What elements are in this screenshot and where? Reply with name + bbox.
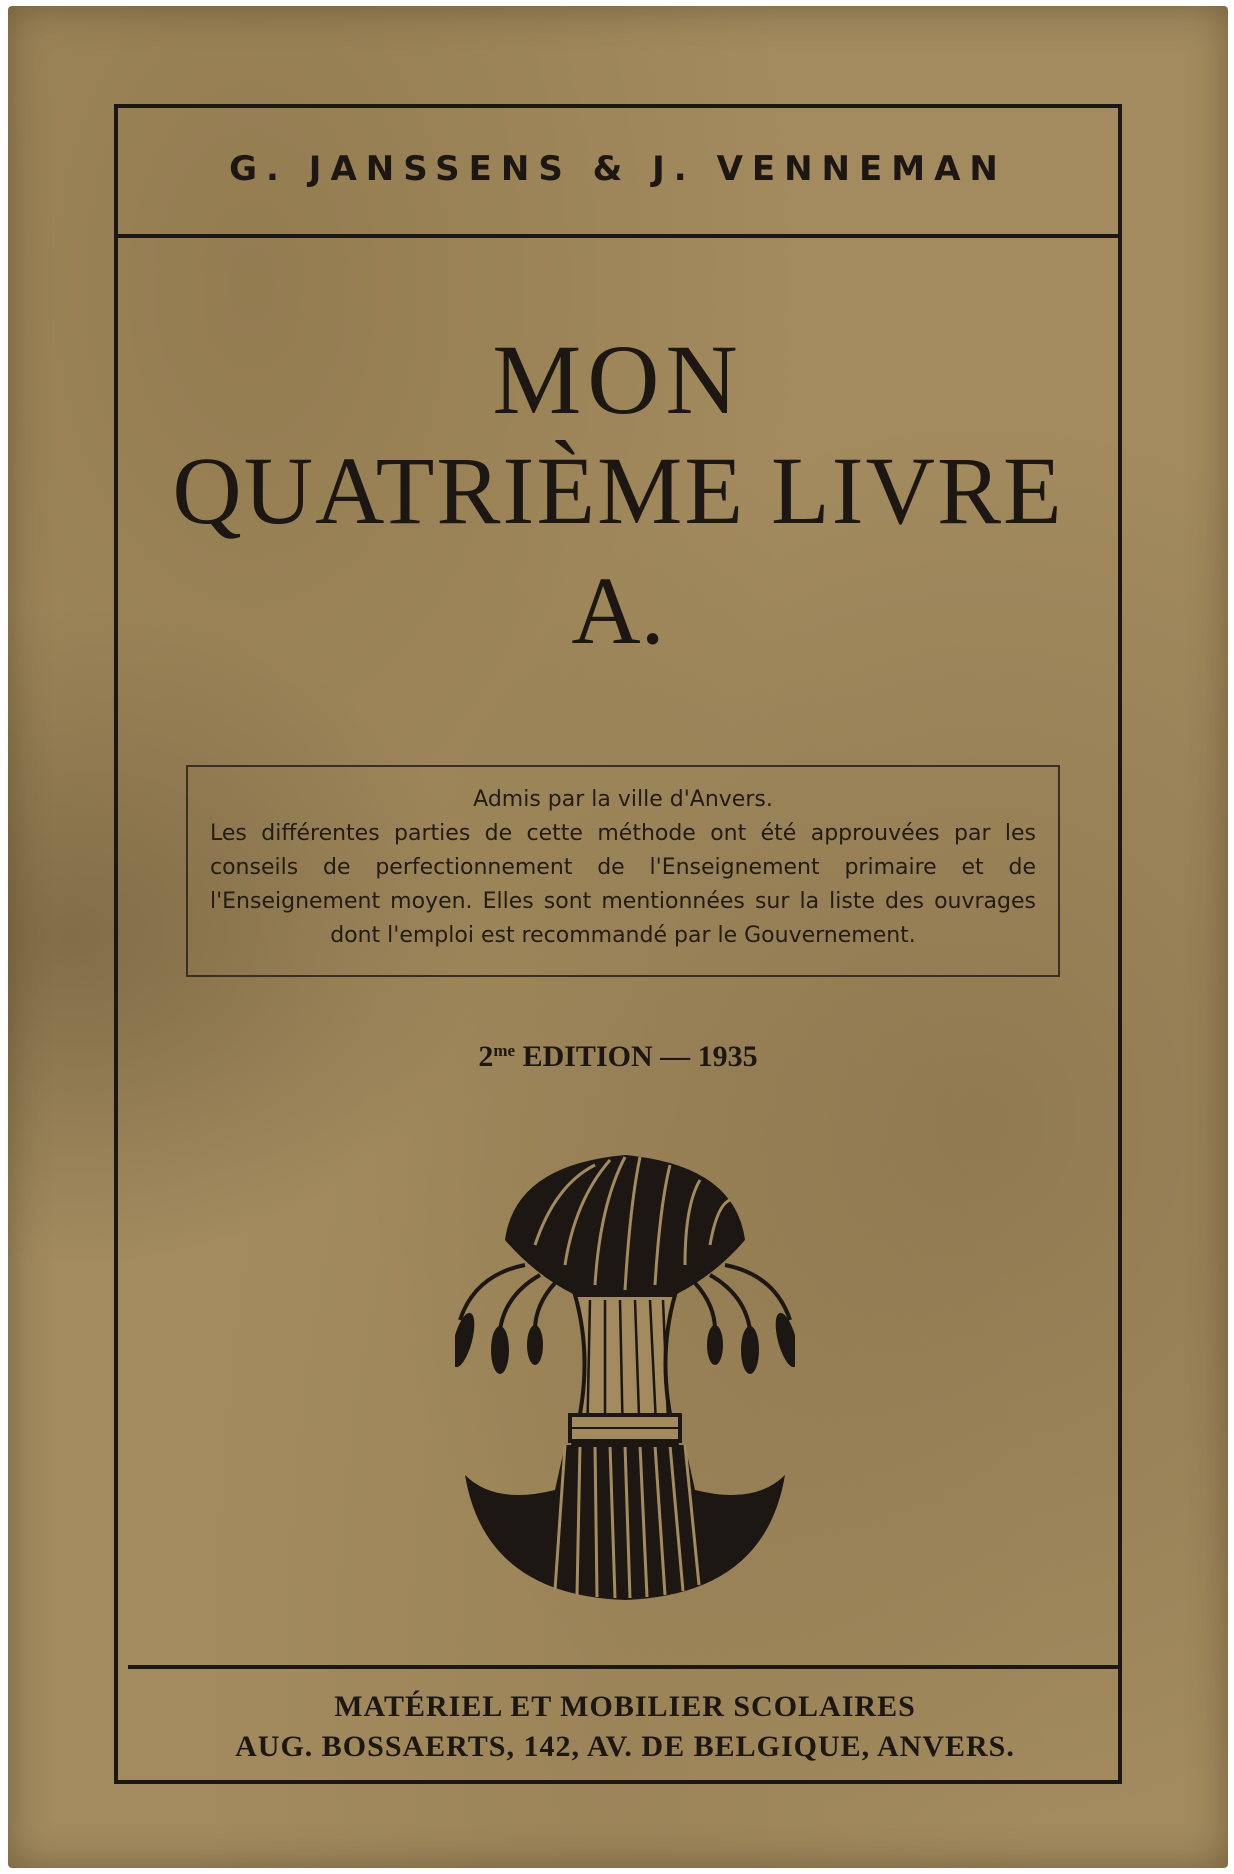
edition-suffix: me <box>493 1041 516 1060</box>
publisher-band <box>128 1665 1122 1784</box>
edition-number: 2 <box>478 1040 494 1073</box>
author-band <box>114 104 1122 238</box>
publisher-line-2: AUG. BOSSAERTS, 142, AV. DE BELGIQUE, ANVERS. <box>235 1729 1015 1763</box>
title-line-3: A. <box>571 557 665 664</box>
publisher-line-1: MATÉRIEL ET MOBILIER SCOLAIRES <box>334 1689 916 1723</box>
authors: G. JANSSENS & J. VENNEMAN <box>229 149 1007 189</box>
book-title <box>114 325 1122 671</box>
edition-label: EDITION — 1935 <box>522 1040 758 1073</box>
title-line-1: MON <box>492 324 744 435</box>
edition-line <box>114 1040 1122 1074</box>
approval-text: Les différentes parties de cette méthode ont été approuvées par les conseils de perfectionnement de l'Enseignement primaire et de l'Enseignement moyen. Elles sont mentionnées sur la liste des ouvrages dont l'emploi est recommandé par le Gouvernement. <box>210 821 1036 948</box>
approval-notice <box>186 765 1060 977</box>
title-line-2: QUATRIÈME LIVRE <box>172 437 1064 544</box>
approval-heading: Admis par la ville d'Anvers. <box>473 787 773 812</box>
wheat-sheaf-icon <box>455 1145 795 1605</box>
